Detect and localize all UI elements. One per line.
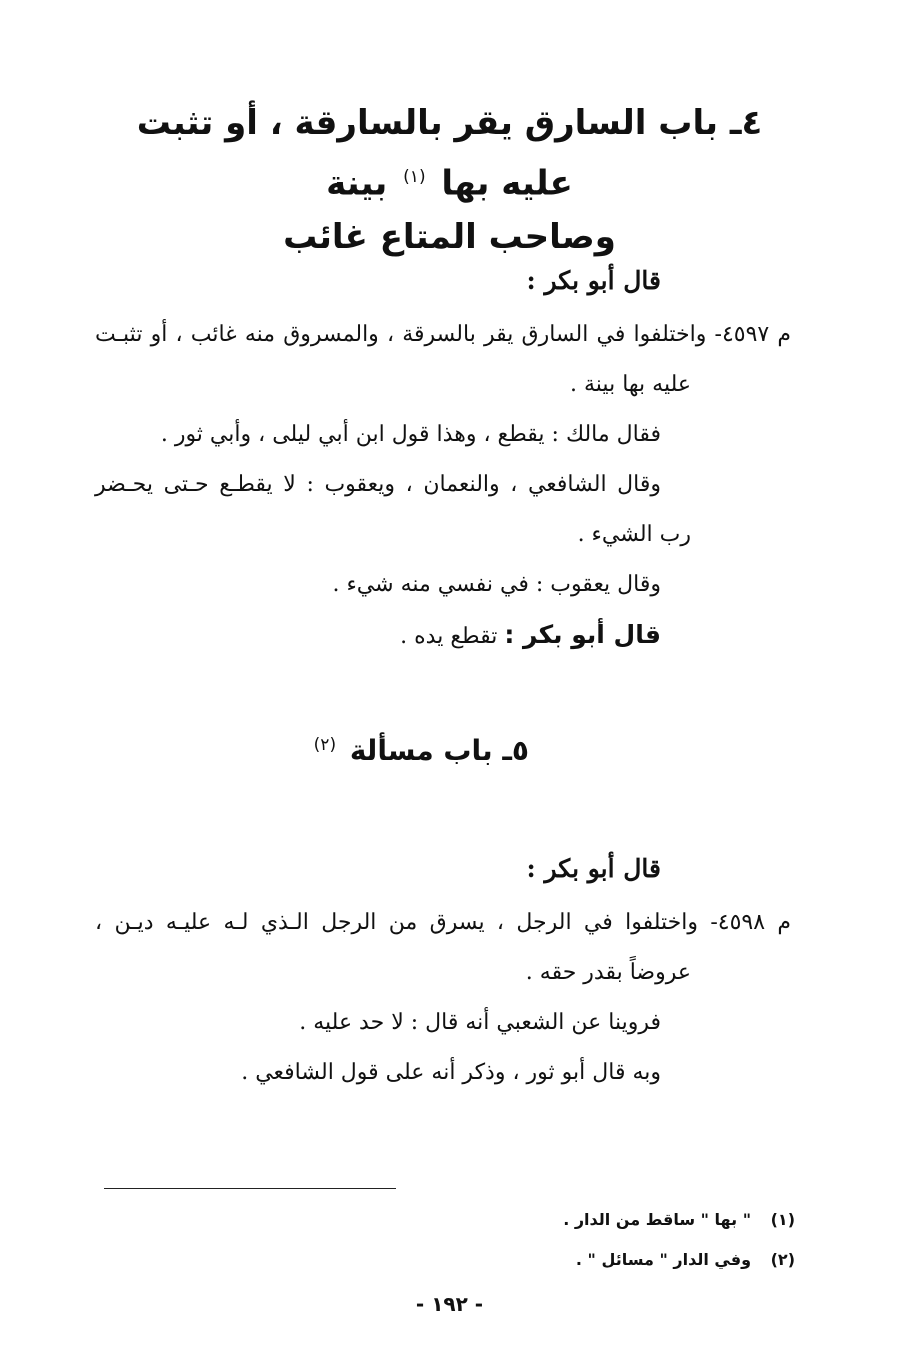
item-4597-line-2: عليه بها بينة .: [570, 372, 691, 397]
shafii-opinion-line-2: رب الشيء .: [577, 522, 691, 547]
abu-thawr-opinion: وبه قال أبو ثور ، وذكر أنه على قول الشافعي .: [241, 1060, 661, 1085]
conclusion-label: قال أبو بكر :: [504, 620, 661, 649]
footnote-ref-2[interactable]: (٢): [313, 734, 337, 755]
footnote-ref-1[interactable]: (١): [403, 167, 426, 187]
footnote-1-text: " بها " ساقط من الدار .: [563, 1210, 752, 1229]
qala-abu-bakr-heading: قال أبو بكر :: [526, 266, 661, 295]
yaqub-opinion: وقال يعقوب : في نفسي منه شيء .: [332, 572, 661, 597]
footnote-2-text: وفي الدار " مسائل " .: [575, 1250, 752, 1269]
footnote-2: [576, 1250, 795, 1269]
conclusion-text: تقطع يده .: [400, 624, 498, 649]
section-4-title-line-1: [110, 96, 789, 210]
shafii-opinion-line-1: وقال الشافعي ، والنعمان ، ويعقوب : لا يقطـع حـتى يحـضر: [95, 472, 661, 497]
page-number: - ١٩٢ -: [415, 1292, 484, 1316]
footnote-divider: [104, 1188, 396, 1189]
section-4-title: [110, 96, 789, 264]
section-5-title: [310, 734, 529, 767]
section-5-title-text: ٥ـ باب مسألة: [349, 734, 529, 767]
section-4-title-text-end: بينة: [326, 163, 388, 204]
malik-opinion: فقال مالك : يقطع ، وهذا قول ابن أبي ليلى ، وأبي ثور .: [160, 422, 661, 447]
shabi-opinion: فروينا عن الشعبي أنه قال : لا حد عليه .: [299, 1010, 661, 1035]
item-4597-line-1: م ٤٥٩٧- واختلفوا في السارق يقر بالسرقة ، والمسروق منه غائب ، أو تثبـت: [95, 322, 791, 347]
footnote-1-number: (١): [770, 1210, 795, 1229]
footnote-1: [563, 1210, 795, 1229]
abu-bakr-conclusion: [400, 620, 661, 649]
footnote-2-number: (٢): [770, 1250, 795, 1269]
section-4-title-line-2: وصاحب المتاع غائب: [283, 217, 616, 258]
item-4598-line-1: م ٤٥٩٨- واختلفوا في الرجل ، يسرق من الرجل الـذي لـه عليـه ديـن ،: [95, 910, 791, 935]
item-4598-line-2: عروضاً بقدر حقه .: [525, 960, 691, 985]
section-4-title-text: ٤ـ باب السارق يقر بالسارقة ، أو تثبت عليه بها: [136, 103, 763, 204]
qala-abu-bakr-heading-2: قال أبو بكر :: [526, 854, 661, 883]
